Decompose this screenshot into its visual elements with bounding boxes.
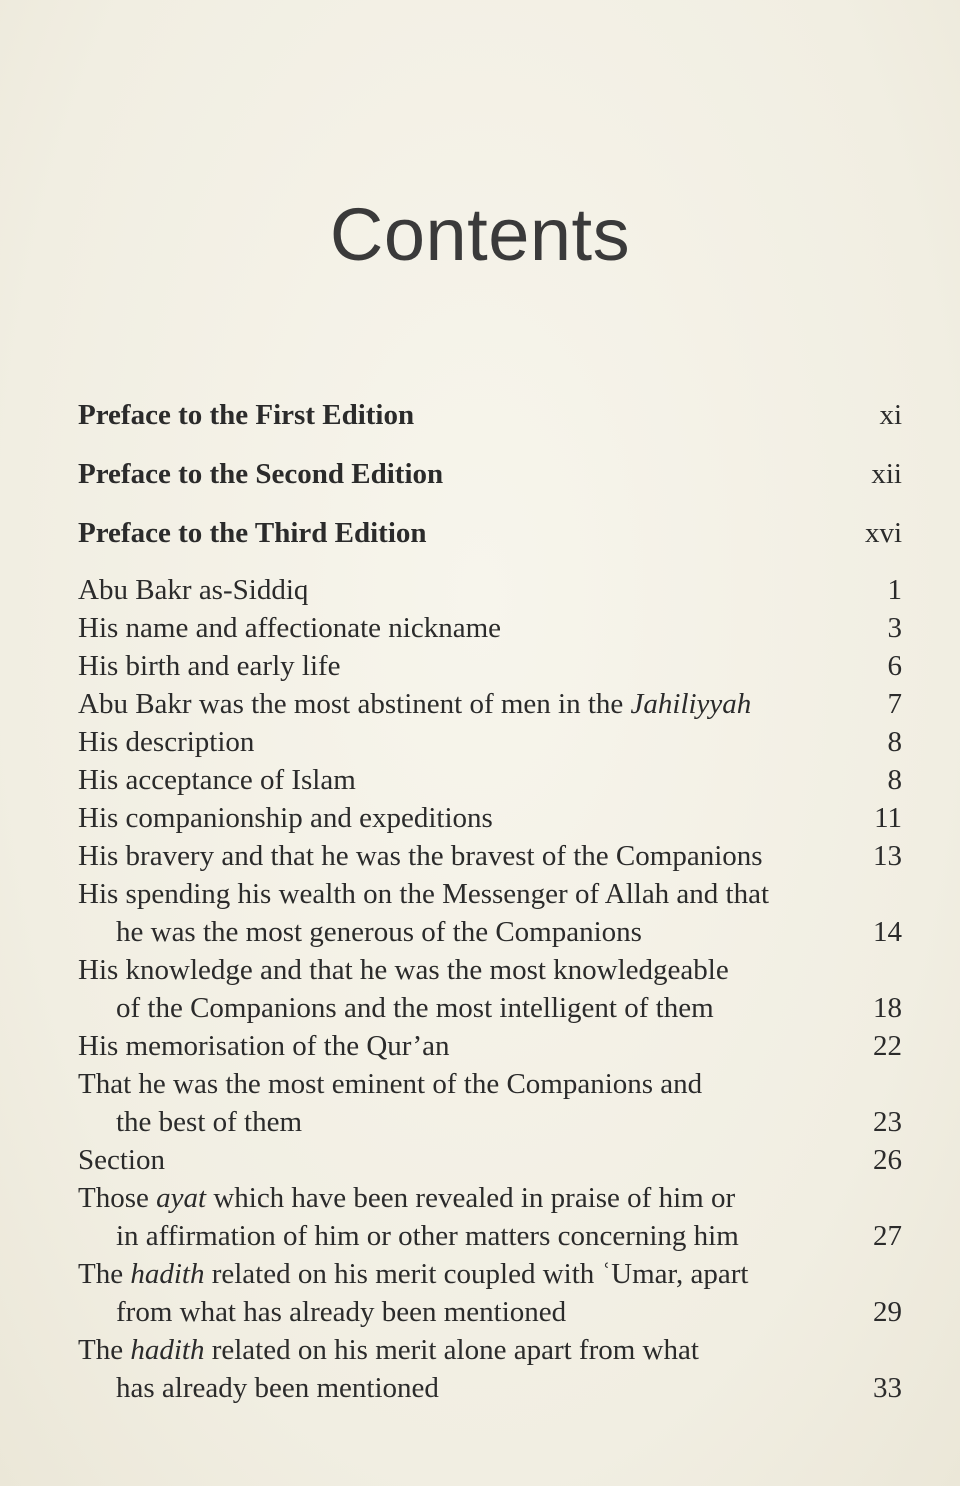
entry-line-2: the best of them	[116, 1106, 303, 1138]
toc-page-number: 13	[873, 840, 902, 872]
toc-entry-label	[78, 1255, 749, 1331]
toc-page-number: 8	[887, 726, 902, 758]
page-title: Contents	[329, 193, 631, 276]
entry-text: which have been revealed in praise of him or	[206, 1182, 736, 1214]
toc-entry-label: His description	[78, 726, 255, 758]
toc-entry	[78, 1179, 904, 1255]
entry-text: related on his merit coupled with ʿUmar, apart	[204, 1258, 749, 1290]
toc-entry-label: His memorisation of the Qur’an	[78, 1030, 450, 1062]
toc-entry-label	[78, 875, 769, 951]
toc-page-number: 11	[874, 802, 902, 834]
toc-page-number: 6	[887, 650, 902, 682]
toc-entry	[78, 1331, 904, 1407]
toc-preface-third	[78, 514, 904, 552]
toc-entry-label: Preface to the Second Edition	[78, 458, 444, 490]
toc-entry	[78, 1027, 904, 1065]
toc-page-number: xii	[871, 458, 902, 490]
toc-page-number: 1	[887, 574, 902, 606]
toc-entry	[78, 951, 904, 1027]
toc-preface-first	[78, 396, 904, 434]
toc-entry-label	[78, 1065, 702, 1141]
toc-entry-label: His companionship and expeditions	[78, 802, 493, 834]
toc-page-number: 33	[873, 1372, 902, 1404]
toc-entry	[78, 1255, 904, 1331]
toc-page-number: 26	[873, 1144, 902, 1176]
entry-text: related on his merit alone apart from what	[204, 1334, 699, 1366]
entry-italic-term: ayat	[156, 1182, 207, 1214]
toc-page-number: 14	[873, 916, 902, 948]
toc-entry-label: Section	[78, 1144, 165, 1176]
toc-page-number: 27	[873, 1220, 902, 1252]
entry-text: The	[78, 1258, 131, 1290]
entry-line-2: he was the most generous of the Companions	[116, 916, 642, 948]
toc-page-number: xvi	[864, 517, 902, 549]
toc-entry	[78, 875, 904, 951]
entry-text: The	[78, 1334, 131, 1366]
entry-line-1: His spending his wealth on the Messenger of Allah and that	[78, 878, 770, 910]
toc-preface-second	[78, 455, 904, 493]
toc-entry	[78, 609, 904, 647]
toc-page-number: 22	[873, 1030, 902, 1062]
toc-entry	[78, 837, 904, 875]
toc-page-number: 23	[873, 1106, 902, 1138]
toc-page-number: 29	[873, 1296, 902, 1328]
toc-entry	[78, 799, 904, 837]
entry-text: Abu Bakr was the most abstinent of men in the	[78, 688, 631, 720]
toc-chapter-label: Abu Bakr as-Siddiq	[78, 574, 309, 606]
toc-entry	[78, 1065, 904, 1141]
entry-italic-term: hadith	[130, 1258, 205, 1290]
entry-italic-term: Jahiliyyah	[630, 688, 752, 720]
table-of-contents	[78, 396, 904, 1407]
entry-text: Those	[78, 1182, 157, 1214]
toc-entry	[78, 723, 904, 761]
entry-line-1: His knowledge and that he was the most knowledgeable	[78, 954, 729, 986]
toc-page-number: 3	[887, 612, 902, 644]
toc-entry-label: His acceptance of Islam	[78, 764, 356, 796]
toc-entry-label	[78, 685, 751, 723]
entry-line-2: of the Companions and the most intelligent of them	[116, 992, 714, 1024]
toc-page-number: 7	[887, 688, 902, 720]
toc-entry-label: His bravery and that he was the bravest of the Companions	[78, 840, 763, 872]
toc-chapter	[78, 571, 904, 609]
entry-line-2: in affirmation of him or other matters concerning him	[116, 1220, 739, 1252]
toc-entry-label	[78, 951, 729, 1027]
toc-entry-label: His birth and early life	[78, 650, 341, 682]
toc-entry-label	[78, 1331, 699, 1407]
toc-page-number: 8	[887, 764, 902, 796]
toc-entry-label: Preface to the First Edition	[78, 399, 415, 431]
entry-italic-term: hadith	[130, 1334, 205, 1366]
toc-entry-label: His name and affectionate nickname	[78, 612, 502, 644]
toc-entry	[78, 685, 904, 723]
entry-line-1: That he was the most eminent of the Companions and	[78, 1068, 703, 1100]
toc-entry-label: Preface to the Third Edition	[78, 517, 427, 549]
toc-page-number: xi	[879, 399, 902, 431]
toc-page-number: 18	[873, 992, 902, 1024]
toc-entry	[78, 1141, 904, 1179]
toc-entry	[78, 647, 904, 685]
toc-entry	[78, 761, 904, 799]
entry-line-2: from what has already been mentioned	[116, 1296, 567, 1328]
toc-entry-label	[78, 1179, 739, 1255]
entry-line-2: has already been mentioned	[116, 1372, 439, 1404]
